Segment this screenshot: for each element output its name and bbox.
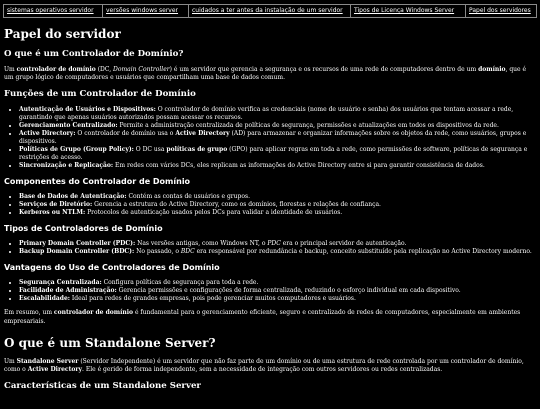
list-item: • Políticas de Grupo (Group Policy): O DC usa políticas de grupo (GPO) para aplicar regras em toda a rede, como permissões de software, políticas de segurança e restrições de acesso. <box>19 146 536 162</box>
list-item: • Escalabilidade: Ideal para redes de grandes empresas, pois pode gerenciar muitos computadores e usuários. <box>19 295 536 303</box>
types-list <box>4 240 536 256</box>
list-item: • Kerberos ou NTLM: Protocolos de autenticação usados pelos DCs para validar a identidade de usuários. <box>19 209 536 217</box>
nav-link-papel-servidores[interactable]: Papel dos servidores <box>469 7 531 14</box>
nav-link-cuidados-instalacao[interactable]: cuidados a ter antes da instalação de um servidor <box>189 5 351 17</box>
page-title: Papel do servidor <box>4 27 121 41</box>
components-list <box>4 193 536 217</box>
functions-list <box>4 106 536 171</box>
advantages-list <box>4 279 536 303</box>
list-item: • Autenticação de Usuários e Dispositivos: O controlador de domínio verifica as credenciais (nome de usuário e senha) dos usuários que tentam acessar a rede, garantindo que apenas usuários autorizados possam acessar os recursos. <box>19 106 536 122</box>
dc-intro: Um controlador de domínio (DC, Domain Controller) é um servidor que gerencia a segurança e os recursos de uma rede de computadores dentro de um domínio, que é um grupo lógico de computadores e usuários que compartilham uma base de dados comum. <box>4 65 527 81</box>
functions-heading: Funções de um Controlador de Domínio <box>4 88 196 99</box>
list-item: • Sincronização e Replicação: Em redes com vários DCs, eles replicam as informações do Active Directory entre si para garantir consistência de dados. <box>19 162 536 170</box>
types-heading: Tipos de Controladores de Domínio <box>4 224 163 234</box>
list-item: • Backup Domain Controller (BDC): No passado, o BDC era responsável por redundância e backup, conceito substituído pela replicação no Active Directory moderno. <box>19 248 536 256</box>
list-item: • Active Directory: O controlador de domínio usa o Active Directory (AD) para armazenar e organizar informações sobre os objetos da rede, como usuários, grupos e dispositivos. <box>19 130 536 146</box>
advantages-heading: Vantagens do Uso de Controladores de Domínio <box>4 263 220 273</box>
nav-link-tipos-licenca[interactable]: Tipos de Licença Windows Server <box>351 5 466 17</box>
main-content <box>0 26 540 393</box>
top-navigation <box>3 4 537 18</box>
nav-link-versoes-windows[interactable]: versões windows server <box>103 5 189 17</box>
nav-link-sistemas-operativos[interactable]: sistemas operativos servidor <box>4 5 103 17</box>
list-item: • Segurança Centralizada: Configura políticas de segurança para toda a rede. <box>19 279 536 287</box>
list-item: • Primary Domain Controller (PDC): Nas versões antigas, como Windows NT, o PDC era o principal servidor de autenticação. <box>19 240 536 248</box>
list-item: • Facilidade de Administração: Gerencia permissões e configurações de forma centralizada, reduzindo o esforço individual em cada dispositivo. <box>19 287 536 295</box>
list-item: • Serviços de Diretório: Gerencia a estrutura do Active Directory, como os domínios, florestas e relações de confiança. <box>19 201 536 209</box>
list-item: • Gerenciamento Centralizado: Permite a administração centralizada de políticas de segurança, permissões e atualizações em todos os dispositivos da rede. <box>19 122 536 130</box>
standalone-heading: O que é um Standalone Server? <box>4 335 216 350</box>
dc-summary: Em resumo, um controlador de domínio é fundamental para o gerenciamento eficiente, seguro e centralizado de redes de computadores, especialmente em ambientes empresariais. <box>4 309 521 325</box>
components-heading: Componentes do Controlador de Domínio <box>4 177 191 187</box>
list-item: • Base de Dados de Autenticação: Contém as contas de usuários e grupos. <box>19 193 536 201</box>
standalone-features-heading: Características de um Standalone Server <box>4 381 201 392</box>
standalone-intro: Um Standalone Server (Servidor Independente) é um servidor que não faz parte de um domínio ou de uma estrutura de rede controlada por um controlador de domínio, como o Active Directory. Ele é gerido de forma independente, sem a necessidade de integração com outros servidores ou redes centralizadas. <box>4 357 524 373</box>
dc-heading: O que é um Controlador de Domínio? <box>4 49 184 60</box>
